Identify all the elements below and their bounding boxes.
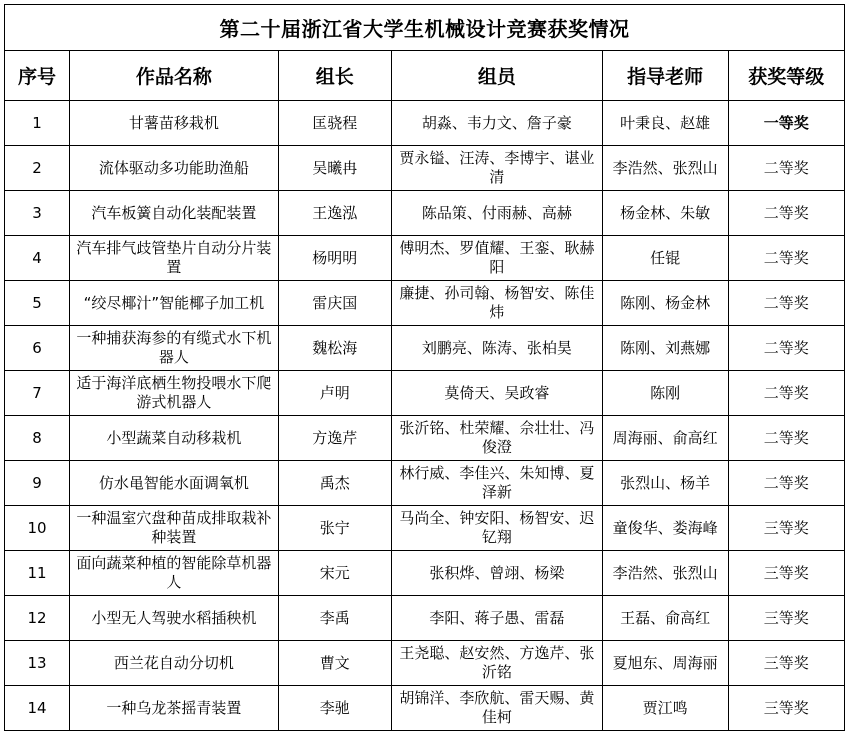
row-members: 张积烨、曾翊、杨梁 [391, 551, 602, 596]
row-prize: 二等奖 [728, 236, 844, 281]
row-prize: 二等奖 [728, 416, 844, 461]
table-row [5, 281, 845, 326]
header-index: 序号 [5, 51, 70, 101]
row-index: 7 [5, 371, 70, 416]
row-leader: 王逸泓 [278, 191, 391, 236]
header-advisors: 指导老师 [602, 51, 728, 101]
row-prize: 二等奖 [728, 146, 844, 191]
row-prize: 三等奖 [728, 641, 844, 686]
table-row [5, 551, 845, 596]
table-row [5, 236, 845, 281]
row-name: 一种温室穴盘种苗成排取栽补种装置 [70, 506, 279, 551]
header-prize: 获奖等级 [728, 51, 844, 101]
row-members: 傅明杰、罗值耀、王銮、耿赫阳 [391, 236, 602, 281]
row-name: 面向蔬菜种植的智能除草机器人 [70, 551, 279, 596]
row-advisors: 周海丽、俞高红 [602, 416, 728, 461]
row-members: 刘鹏亮、陈涛、张柏昊 [391, 326, 602, 371]
header-row [5, 51, 845, 101]
row-prize: 二等奖 [728, 281, 844, 326]
row-advisors: 陈刚 [602, 371, 728, 416]
row-members: 贾永镒、汪涛、李博宇、谌业清 [391, 146, 602, 191]
row-advisors: 叶秉良、赵雄 [602, 101, 728, 146]
row-leader: 禹杰 [278, 461, 391, 506]
row-index: 1 [5, 101, 70, 146]
row-prize: 二等奖 [728, 461, 844, 506]
row-members: 林行威、李佳兴、朱知博、夏泽新 [391, 461, 602, 506]
row-name: 小型无人驾驶水稻插秧机 [70, 596, 279, 641]
row-name: 甘薯苗移栽机 [70, 101, 279, 146]
table-row [5, 371, 845, 416]
row-advisors: 任锟 [602, 236, 728, 281]
table-title: 第二十届浙江省大学生机械设计竞赛获奖情况 [5, 5, 845, 51]
row-members: 张沂铭、杜荣耀、佘壮壮、冯俊澄 [391, 416, 602, 461]
row-leader: 李驰 [278, 686, 391, 731]
row-leader: 张宁 [278, 506, 391, 551]
row-prize: 三等奖 [728, 596, 844, 641]
table-row [5, 461, 845, 506]
row-leader: 吴曦冉 [278, 146, 391, 191]
row-members: 陈品策、付雨赫、高赫 [391, 191, 602, 236]
row-name: 汽车板簧自动化装配装置 [70, 191, 279, 236]
header-name: 作品名称 [70, 51, 279, 101]
row-index: 4 [5, 236, 70, 281]
row-leader: 匡骁程 [278, 101, 391, 146]
table-row [5, 416, 845, 461]
table-row [5, 641, 845, 686]
row-members: 胡淼、韦力文、詹子豪 [391, 101, 602, 146]
row-leader: 杨明明 [278, 236, 391, 281]
row-leader: 方逸芹 [278, 416, 391, 461]
row-name: 适于海洋底栖生物投喂水下爬游式机器人 [70, 371, 279, 416]
row-advisors: 张烈山、杨羊 [602, 461, 728, 506]
row-index: 13 [5, 641, 70, 686]
row-index: 8 [5, 416, 70, 461]
row-leader: 曹文 [278, 641, 391, 686]
row-leader: 宋元 [278, 551, 391, 596]
row-advisors: 陈刚、杨金林 [602, 281, 728, 326]
row-name: 一种乌龙茶摇青装置 [70, 686, 279, 731]
row-index: 12 [5, 596, 70, 641]
row-index: 5 [5, 281, 70, 326]
row-index: 14 [5, 686, 70, 731]
row-advisors: 贾江鸣 [602, 686, 728, 731]
row-leader: 卢明 [278, 371, 391, 416]
row-leader: 魏松海 [278, 326, 391, 371]
table-row [5, 506, 845, 551]
row-members: 李阳、蒋子愚、雷磊 [391, 596, 602, 641]
row-prize: 三等奖 [728, 506, 844, 551]
row-index: 11 [5, 551, 70, 596]
row-name: “绞尽椰汁”智能椰子加工机 [70, 281, 279, 326]
row-name: 仿水黾智能水面调氧机 [70, 461, 279, 506]
row-index: 9 [5, 461, 70, 506]
table-row [5, 326, 845, 371]
row-index: 3 [5, 191, 70, 236]
row-advisors: 童俊华、娄海峰 [602, 506, 728, 551]
row-prize: 三等奖 [728, 686, 844, 731]
row-advisors: 夏旭东、周海丽 [602, 641, 728, 686]
row-members: 马尚全、钟安阳、杨智安、迟钇翔 [391, 506, 602, 551]
row-members: 莫倚天、吴政睿 [391, 371, 602, 416]
row-name: 汽车排气歧管垫片自动分片装置 [70, 236, 279, 281]
row-name: 流体驱动多功能助渔船 [70, 146, 279, 191]
row-members: 王尧聪、赵安然、方逸芹、张沂铭 [391, 641, 602, 686]
row-advisors: 杨金林、朱敏 [602, 191, 728, 236]
row-prize: 二等奖 [728, 326, 844, 371]
header-leader: 组长 [278, 51, 391, 101]
row-name: 小型蔬菜自动移栽机 [70, 416, 279, 461]
row-members: 廉捷、孙司翰、杨智安、陈佳炜 [391, 281, 602, 326]
row-advisors: 李浩然、张烈山 [602, 146, 728, 191]
row-leader: 李禹 [278, 596, 391, 641]
row-index: 2 [5, 146, 70, 191]
row-advisors: 陈刚、刘燕娜 [602, 326, 728, 371]
table-row [5, 191, 845, 236]
table-row [5, 596, 845, 641]
row-name: 一种捕获海参的有缆式水下机器人 [70, 326, 279, 371]
row-leader: 雷庆国 [278, 281, 391, 326]
row-prize: 三等奖 [728, 551, 844, 596]
row-members: 胡锦洋、李欣航、雷天赐、黄佳柯 [391, 686, 602, 731]
row-index: 10 [5, 506, 70, 551]
table-row [5, 101, 845, 146]
table-row [5, 146, 845, 191]
row-advisors: 李浩然、张烈山 [602, 551, 728, 596]
row-advisors: 王磊、俞高红 [602, 596, 728, 641]
row-index: 6 [5, 326, 70, 371]
table-row [5, 686, 845, 731]
row-name: 西兰花自动分切机 [70, 641, 279, 686]
row-prize: 一等奖 [728, 101, 844, 146]
row-prize: 二等奖 [728, 371, 844, 416]
awards-table [4, 4, 845, 731]
header-members: 组员 [391, 51, 602, 101]
row-prize: 二等奖 [728, 191, 844, 236]
title-row [5, 5, 845, 51]
